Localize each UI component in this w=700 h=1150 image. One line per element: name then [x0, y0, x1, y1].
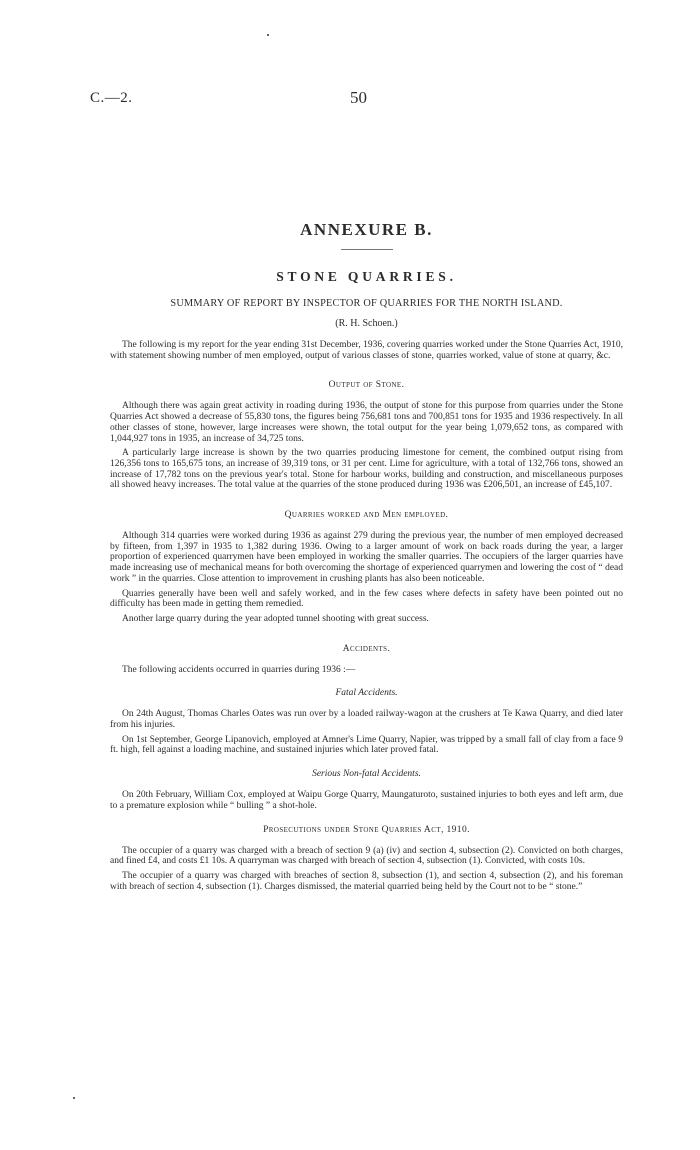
page-number: 50 [350, 88, 367, 107]
intro-paragraph: The following is my report for the year ending 31st December, 1936, covering quarries worked under the Stone Quarries Act, 1910, with statement showing number of men employed, output of various classes of stone, quarries worked, value of stone at quarry, &c. [110, 340, 623, 361]
annex-title: ANNEXURE B. [300, 220, 433, 239]
paragraph: The occupier of a quarry was charged with breaches of section 8, subsection (1), and section 4, subsection (2), and his foreman with breach of section 4, subsection (1). Charges dismissed, the material quarried being held by the Court not to be “ stone.” [110, 870, 623, 892]
speck-mark [73, 1097, 75, 1099]
paragraph: Although 314 quarries were worked during 1936 as against 279 during the previous year, the number of men employed decreased by fifteen, from 1,397 in 1935 to 1,382 during 1936. Owing to a larger amount of work on back roads during the year, a larger proportion of experienced quarrymen have been employed in working the smaller quarries. The occupiers of the larger quarries have made increasing use of mechanical means for both overcoming the shortage of experienced quarrymen and lowering the cost of “ dead work ” in the quarries. Close attention to improvement in crushing plants has also been noticeable. [110, 531, 623, 584]
paragraph: The occupier of a quarry was charged with a breach of section 9 (a) (iv) and section 4, subsection (2). Convicted on both charges, and fined £4, and costs £1 10s. A quarryman was charged with breach of section 4, subsection (1). Convicted, with costs 10s. [110, 845, 623, 867]
paragraph: Although there was again great activity in roading during 1936, the output of stone for this purpose from quarries under the Stone Quarries Act showed a decrease of 55,830 tons, the figures being 756,681 tons and 700,851 tons for 1935 and 1936 respectively. In all other classes of stone, however, large increases were shown, the total output for the year being 1,079,652 tons, as compared with 1,044,927 tons in 1935, an increase of 34,725 tons. [110, 401, 623, 444]
subheading-fatal-accidents: Fatal Accidents. [335, 688, 398, 699]
report-title: STONE QUARRIES. [276, 269, 457, 284]
paragraph: Another large quarry during the year adopted tunnel shooting with great success. [122, 613, 429, 624]
title-divider [341, 249, 393, 250]
paragraph: On 1st September, George Lipanovich, employed at Amner's Lime Quarry, Napier, was tripped by a small fall of clay from a face 9 ft. high, fell against a loading machine, and sustained injuries which later proved fatal. [110, 734, 623, 756]
paragraph: A particularly large increase is shown by the two quarries producing limestone for cement, the combined output rising from 126,356 tons to 165,675 tons, an increase of 39,319 tons, or 31 per cent. Lime for agriculture, with a total of 132,766 tons, showed an increase of 17,782 tons on the previous year's total. Stone for harbour works, building and construction, and miscellaneous purposes all showed heavy increases. The total value at the quarries of the stone produced during 1936 was £206,501, an increase of £45,107. [110, 448, 623, 491]
report-body [110, 220, 623, 892]
paragraph: Quarries generally have been well and safely worked, and in the few cases where defects in safety have been pointed out no difficulty has been made in getting them remedied. [110, 588, 623, 610]
document-reference: C.—2. [90, 90, 133, 106]
speck-mark [267, 34, 269, 36]
section-heading-prosecutions: Prosecutions under Stone Quarries Act, 1910. [263, 824, 470, 835]
paragraph: On 20th February, William Cox, employed at Waipu Gorge Quarry, Maungaturoto, sustained injuries to both eyes and left arm, due to a premature explosion while “ bulling ” a shot-hole. [110, 790, 623, 811]
section-heading-output: Output of Stone. [328, 380, 405, 391]
paragraph: The following accidents occurred in quarries during 1936 :— [122, 664, 356, 675]
section-heading-quarries: Quarries worked and Men employed. [284, 510, 449, 521]
subheading-serious-accidents: Serious Non-fatal Accidents. [312, 769, 421, 780]
section-heading-accidents: Accidents. [342, 643, 391, 654]
report-author: (R. H. Schoen.) [335, 318, 398, 329]
report-summary-heading: SUMMARY OF REPORT BY INSPECTOR OF QUARRIES FOR THE NORTH ISLAND. [170, 298, 563, 309]
paragraph: On 24th August, Thomas Charles Oates was run over by a loaded railway-wagon at the crushers at Te Kawa Quarry, and died later from his injuries. [110, 709, 623, 731]
